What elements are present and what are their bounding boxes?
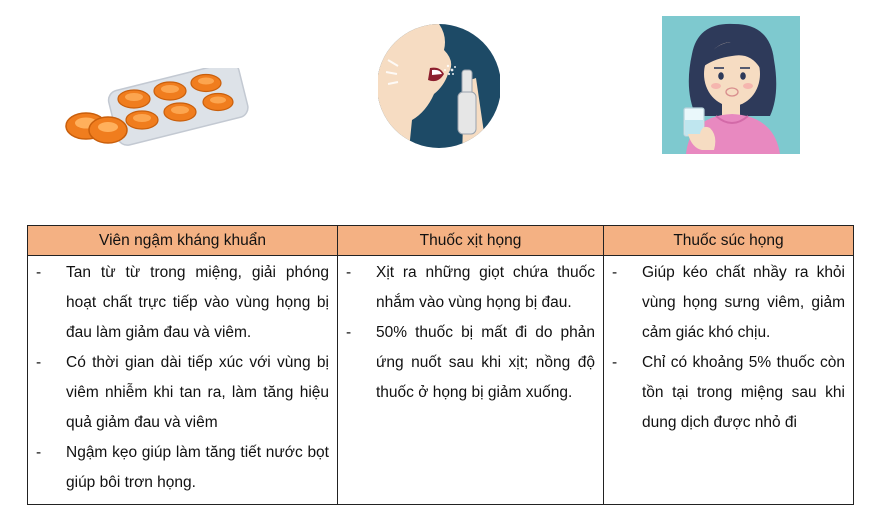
gargle-cell [604, 256, 854, 505]
list-item [36, 258, 329, 348]
header-lozenge: Viên ngậm kháng khuẩn [28, 226, 338, 256]
bullet-dash: - [346, 324, 352, 341]
bullet-dash: - [36, 264, 42, 281]
table-row [28, 256, 854, 505]
gargle-woman-image [662, 16, 800, 154]
spray-bullet-list [346, 258, 595, 408]
gargle-bullet-list [612, 258, 845, 438]
list-item-text: Ngậm kẹo giúp làm tăng tiết nước bọt giúp bôi trơn họng. [66, 444, 329, 491]
header-gargle: Thuốc súc họng [604, 226, 854, 256]
list-item-text: Chỉ có khoảng 5% thuốc còn tồn tại trong miệng sau khi dung dịch được nhỏ đi [642, 354, 845, 431]
bullet-dash: - [36, 354, 42, 371]
lozenge-bullet-list [36, 258, 329, 498]
bullet-dash: - [36, 444, 42, 461]
throat-spray-image [378, 20, 500, 152]
list-item-text: Tan từ từ trong miệng, giải phóng hoạt chất trực tiếp vào vùng họng bị đau làm giảm đau và viêm. [66, 264, 329, 341]
list-item [346, 258, 595, 318]
lozenge-blister-image [60, 68, 252, 148]
comparison-table [27, 225, 854, 505]
list-item-text: Giúp kéo chất nhầy ra khỏi vùng họng sưng viêm, giảm cảm giác khó chịu. [642, 264, 845, 341]
list-item-text: Có thời gian dài tiếp xúc với vùng bị viêm nhiễm khi tan ra, làm tăng hiệu quả giảm đau và viêm [66, 354, 329, 431]
bullet-dash: - [346, 264, 352, 281]
bullet-dash: - [612, 354, 618, 371]
lozenge-cell [28, 256, 338, 505]
list-item [612, 348, 845, 438]
header-spray: Thuốc xịt họng [338, 226, 604, 256]
list-item [36, 348, 329, 438]
list-item [346, 318, 595, 408]
list-item-text: Xịt ra những giọt chứa thuốc nhắm vào vùng họng bị đau. [376, 264, 595, 311]
bullet-dash: - [612, 264, 618, 281]
list-item-text: 50% thuốc bị mất đi do phản ứng nuốt sau khi xịt; nồng độ thuốc ở họng bị giảm xuống. [376, 324, 595, 401]
table-header-row [28, 226, 854, 256]
list-item [36, 438, 329, 498]
spray-cell [338, 256, 604, 505]
list-item [612, 258, 845, 348]
